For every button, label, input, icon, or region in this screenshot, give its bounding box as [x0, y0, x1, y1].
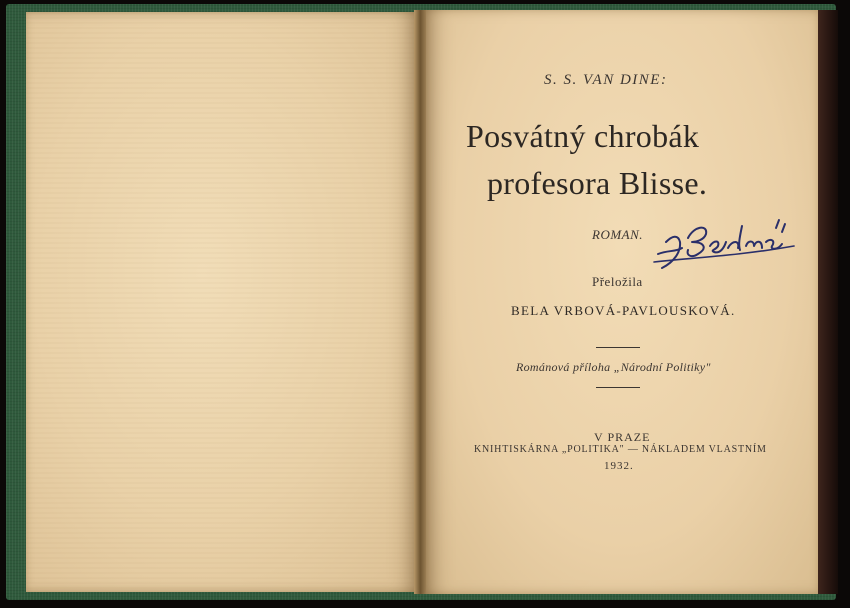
translator-name: BELA VRBOVÁ-PAVLOUSKOVÁ. [511, 303, 736, 318]
handwritten-signature [648, 212, 798, 274]
title-page [426, 10, 818, 594]
author-name: S. S. VAN DINE: [544, 72, 668, 88]
left-endpaper-page [26, 12, 418, 592]
genre-label: ROMAN. [592, 227, 644, 242]
publication-year: 1932. [604, 460, 634, 472]
divider-line [596, 347, 640, 348]
supplement-note: Románová příloha „Národní Politiky" [516, 360, 711, 374]
translated-by-label: Přeložila [592, 274, 643, 289]
printer-imprint: KNIHTISKÁRNA „POLITIKA" — NÁKLADEM VLASTNÍM [474, 444, 767, 455]
divider-line [596, 387, 640, 388]
book-title-line-2: profesora Blisse. [487, 165, 708, 201]
book-title-line-1: Posvátný chrobák [466, 118, 700, 154]
publication-city: V PRAZE [594, 430, 651, 444]
